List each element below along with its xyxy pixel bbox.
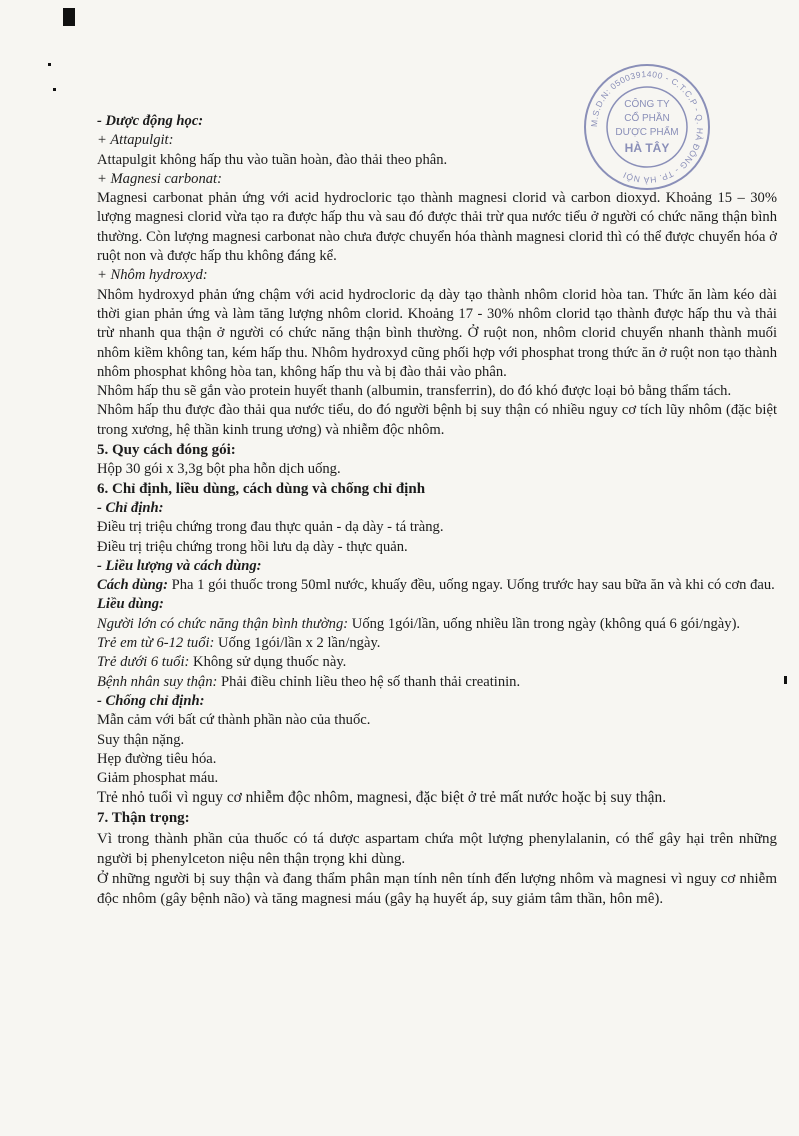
usage-text: Pha 1 gói thuốc trong 50ml nước, khuấy đều, uống ngay. Uống trước hay sau bữa ăn và khi có cơn đau.: [167, 577, 775, 594]
dose-heading: - Liều lượng và cách dùng:: [97, 557, 262, 574]
child-label: Trẻ em từ 6-12 tuổi:: [97, 635, 215, 652]
attapulgit-subheading: + Attapulgit:: [97, 132, 174, 149]
magnesi-subheading: + Magnesi carbonat:: [97, 170, 222, 187]
scan-mark: [63, 8, 75, 26]
adult-label: Người lớn có chức năng thận bình thường:: [97, 615, 349, 632]
contraindication-heading: - Chống chỉ định:: [97, 692, 205, 709]
stamp-line-2: CỔ PHẦN: [624, 113, 670, 124]
caution-text-1: Vì trong thành phần của thuốc có tá dược aspartam chứa một lượng phenylalanin, có thể gây hại trên những người bị phenylceton niệu nên thận trọng khi dùng.: [97, 830, 777, 867]
stamp-ring-text: M.S.D.N: 0500391400 - C.T.C.P - Q. HÀ ĐÔNG - TP. HÀ NỘI: [588, 68, 706, 186]
magnesi-text: Magnesi carbonat phản ứng với acid hydrocloric tạo thành magnesi clorid và carbon dioxyd. Khoảng 15 – 30% lượng magnesi clorid vừa tạo ra được hấp thu và sau đó được thải trừ qua nước tiểu ở người có chức năng thận bình thường. Còn lượng magnesi carbonat nào chưa được chuyển hóa thành magnesi clorid thì có thể được chuyển hóa ở ruột non và được hấp thu không đáng kể.: [97, 190, 777, 265]
section-6-heading: 6. Chỉ định, liều dùng, cách dùng và chống chỉ định: [97, 480, 426, 497]
contraindication-4: Giảm phosphat máu.: [97, 770, 219, 787]
nhom-text-3: Nhôm hấp thu được đào thải qua nước tiểu, do đó người bệnh bị suy thận có nhiều nguy cơ tích lũy nhôm (đặc biệt trong xương, hệ thần kinh trung ương) và nhiễm độc nhôm.: [97, 402, 777, 438]
nhom-subheading: + Nhôm hydroxyd:: [97, 267, 208, 284]
renal-text: Phải điều chỉnh liều theo hệ số thanh thải creatinin.: [217, 673, 521, 690]
pk-heading: - Dược động học:: [97, 113, 204, 129]
under6-paragraph: [97, 653, 777, 672]
attapulgit-text: Attapulgit không hấp thu vào tuần hoàn, đào thải theo phân.: [97, 151, 448, 168]
adult-paragraph: [97, 615, 777, 634]
contraindication-3: Hẹp đường tiêu hóa.: [97, 750, 217, 767]
renal-paragraph: [97, 673, 777, 692]
contraindication-2: Suy thận nặng.: [97, 731, 185, 748]
dosage-heading: Liều dùng:: [97, 596, 164, 613]
indication-heading: - Chỉ định:: [97, 499, 164, 516]
nhom-text-2: Nhôm hấp thu sẽ gắn vào protein huyết thanh (albumin, transferrin), do đó khó được loại bỏ bằng thẩm tách.: [97, 383, 732, 400]
section-5-text: Hộp 30 gói x 3,3g bột pha hỗn dịch uống.: [97, 461, 341, 478]
indication-2: Điều trị triệu chứng trong hồi lưu dạ dày - thực quản.: [97, 538, 408, 555]
renal-label: Bệnh nhân suy thận:: [97, 673, 218, 690]
contraindication-1: Mẫn cảm với bất cứ thành phần nào của thuốc.: [97, 712, 371, 729]
contraindication-5: Trẻ nhỏ tuổi vì nguy cơ nhiễm độc nhôm, magnesi, đặc biệt ở trẻ mất nước hoặc bị suy thận.: [97, 789, 667, 807]
under6-label: Trẻ dưới 6 tuổi:: [97, 654, 190, 671]
scan-speck: [784, 676, 787, 684]
usage-label: Cách dùng:: [97, 577, 168, 594]
under6-text: Không sử dụng thuốc này.: [189, 654, 347, 671]
nhom-text-1: Nhôm hydroxyd phản ứng chậm với acid hydrocloric dạ dày tạo thành nhôm clorid hòa tan. Thức ăn làm kéo dài thời gian phản ứng và làm tăng lượng nhôm clorid. Khoảng 17 - 30% nhôm clorid tạo thành được hấp thu và thải trừ nhanh qua thận ở người có chức năng thận bình thường. Ở ruột non, nhôm clorid chuyển nhanh thành muối nhôm kiềm không tan, kém hấp thu. Nhôm hydroxyd cũng phối hợp với phosphat trong thức ăn ở ruột non tạo thành nhôm phosphat không hòa tan, không hấp thu và bị đào thải vào phân.: [97, 286, 777, 380]
scan-speck: [53, 88, 56, 91]
section-7-heading: 7. Thận trọng:: [97, 810, 190, 827]
usage-paragraph: [97, 576, 777, 595]
indication-1: Điều trị triệu chứng trong đau thực quản - dạ dày - tá tràng.: [97, 519, 444, 536]
caution-text-2: Ở những người bị suy thận và đang thẩm phân mạn tính nên tính đến lượng nhôm và magnesi vì nguy cơ nhiễm độc nhôm (gây bệnh não) và tăng magnesi máu (gây hạ huyết áp, suy giảm tâm thần, hôn mê).: [97, 870, 777, 907]
child-paragraph: [97, 634, 777, 653]
scan-speck: [48, 63, 51, 66]
stamp-line-3: DƯỢC PHẨM: [615, 127, 679, 138]
child-text: Uống 1gói/lần x 2 lần/ngày.: [214, 635, 381, 652]
document-body: [97, 112, 777, 909]
stamp-line-1: CÔNG TY: [624, 99, 670, 110]
stamp-line-4: HÀ TÂY: [624, 141, 670, 155]
section-5-heading: 5. Quy cách đóng gói:: [97, 442, 236, 459]
adult-text: Uống 1gói/lần, uống nhiều lần trong ngày (không quá 6 gói/ngày).: [348, 615, 741, 632]
